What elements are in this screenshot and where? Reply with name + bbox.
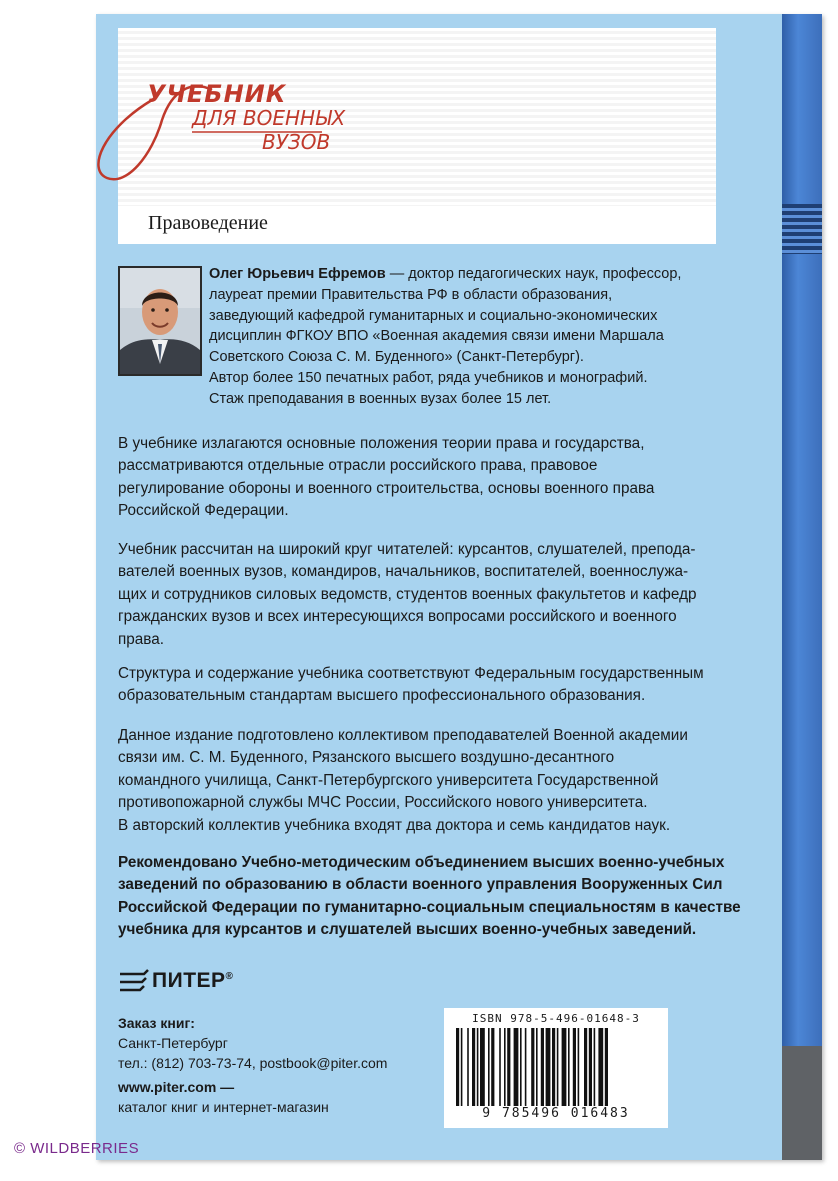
paragraph-line: права. [118,630,165,648]
publisher-arrow-icon [118,966,150,996]
paragraph-line: учебника для курсантов и слушателей высших военно-учебных заведений. [118,921,697,939]
barcode-bar [531,1028,534,1106]
subject-title: Правоведение [148,212,268,234]
paragraph-line: заведений по образованию в области военного управления Вооруженных Сил [118,876,723,894]
author-bio-line: лауреат премии Правительства РФ в области образования, [209,286,613,303]
barcode-bar [514,1028,519,1106]
paragraph-line: командного училища, Санкт-Петербургского университета Государственной [118,771,659,789]
barcode-bar [557,1028,559,1106]
author-photo [118,266,202,376]
order-contacts [118,1013,438,1117]
website-link: www.piter.com — [118,1079,235,1095]
author-bio [209,264,682,410]
paragraph-line: Рекомендовано Учебно-методическим объединением высших военно-учебных [118,854,725,871]
series-title-line2: ДЛЯ ВОЕННЫХ [192,106,346,130]
website-description: каталог книг и интернет-магазин [118,1099,329,1115]
barcode-bar [584,1028,587,1106]
publisher-name [152,969,233,993]
isbn-text: ISBN 978-5-496-01648-3 [472,1012,640,1025]
description-paragraph [118,433,728,523]
audience-paragraph [118,539,728,651]
barcode-bar [525,1028,527,1106]
author-name: Олег Юрьевич Ефремов [209,266,386,282]
cover-spine-stripe [782,14,822,1160]
registered-mark: ® [225,971,234,982]
barcode-icon [456,1028,656,1106]
spine-stripes [782,204,822,254]
barcode-bar [491,1028,494,1106]
paragraph-line: связи им. С. М. Буденного, Рязанского высшего воздушно-десантного [118,749,615,767]
author-bio-line: — доктор педагогических наук, профессор, [385,266,682,282]
author-bio-line: Стаж преподавания в военных вузах более 15 лет. [209,390,552,407]
authors-collective-paragraph [118,725,728,837]
paragraph-line: Российской Федерации. [118,502,289,520]
barcode-digits: 9 785496 016483 [482,1106,630,1121]
barcode-bar [552,1028,555,1106]
series-title-line3: ВУЗОВ [262,130,331,154]
author-bio-line: Советского Союза С. М. Буденного» (Санкт-Петербург). [209,349,584,366]
barcode-bar [546,1028,551,1106]
paragraph-line: противопожарной службы МЧС России, Российского нового университета. [118,794,648,812]
barcode-bar [477,1028,479,1106]
author-portrait-icon [120,268,200,374]
series-logo [82,60,382,190]
barcode-bar [488,1028,490,1106]
barcode-bar [467,1028,469,1106]
order-phone-email: тел.: (812) 703-73-74, postbook@piter.com [118,1055,388,1071]
paragraph-line: Учебник рассчитан на широкий круг читателей: курсантов, слушателей, препода- [118,541,696,558]
barcode-bar [536,1028,538,1106]
series-title-line1: УЧЕБНИК [147,80,287,108]
barcode-bar [541,1028,544,1106]
barcode-bar [562,1028,567,1106]
author-bio-line: Автор более 150 печатных работ, ряда учебников и монографий. [209,369,648,386]
paragraph-line: рассматриваются отдельные отрасли российского права, правовое [118,457,598,475]
barcode-bar [578,1028,580,1106]
barcode-bar [507,1028,510,1106]
barcode-bar [461,1028,463,1106]
publisher-logo [118,966,268,1000]
paragraph-line: гражданских вузов и всех интересующихся вопросами российского и военного [118,608,677,626]
author-bio-line: дисциплин ФГКОУ ВПО «Военная академия связи имени Маршала [209,328,664,345]
barcode-bar [598,1028,603,1106]
barcode-bar [456,1028,459,1106]
barcode-bar [594,1028,596,1106]
paragraph-line: Структура и содержание учебника соответствуют Федеральным государственным [118,665,704,682]
paragraph-line: образовательным стандартам высшего профессионального образования. [118,687,646,705]
author-bio-first-line [209,264,682,285]
barcode-bar [480,1028,485,1106]
paragraph-line: Данное издание подготовлено коллективом преподавателей Военной академии [118,727,688,744]
barcode-bar [568,1028,570,1106]
barcode-block [444,1008,668,1128]
order-label: Заказ книг: [118,1015,195,1031]
author-bio-line: заведующий кафедрой гуманитарных и социально-экономических [209,307,658,324]
paragraph-line: Российской Федерации по гуманитарно-социальным специальностям в качестве [118,898,741,916]
paragraph-line: В авторский коллектив учебника входят два доктора и семь кандидатов наук. [118,816,671,834]
paragraph-line: щих и сотрудников силовых ведомств, студентов военных факультетов и кафедр [118,585,697,603]
publisher-name-text: ПИТЕР [152,969,226,992]
barcode-bar [504,1028,506,1106]
barcode-bar [499,1028,501,1106]
barcode-bar [573,1028,576,1106]
barcode-bar [472,1028,475,1106]
barcode-bar [605,1028,608,1106]
recommendation-paragraph [118,852,741,942]
standards-paragraph [118,663,728,708]
paragraph-line: В учебнике излагаются основные положения теории права и государства, [118,435,645,452]
watermark: © WILDBERRIES [14,1140,140,1157]
paragraph-line: регулирование обороны и военного строительства, основы военного права [118,479,655,497]
spine-gray-block [782,1046,822,1160]
barcode-bar [589,1028,592,1106]
order-city: Санкт-Петербург [118,1035,228,1051]
barcode-bar [520,1028,522,1106]
paragraph-line: вателей военных вузов, командиров, начальников, воспитателей, военнослужа- [118,563,689,581]
